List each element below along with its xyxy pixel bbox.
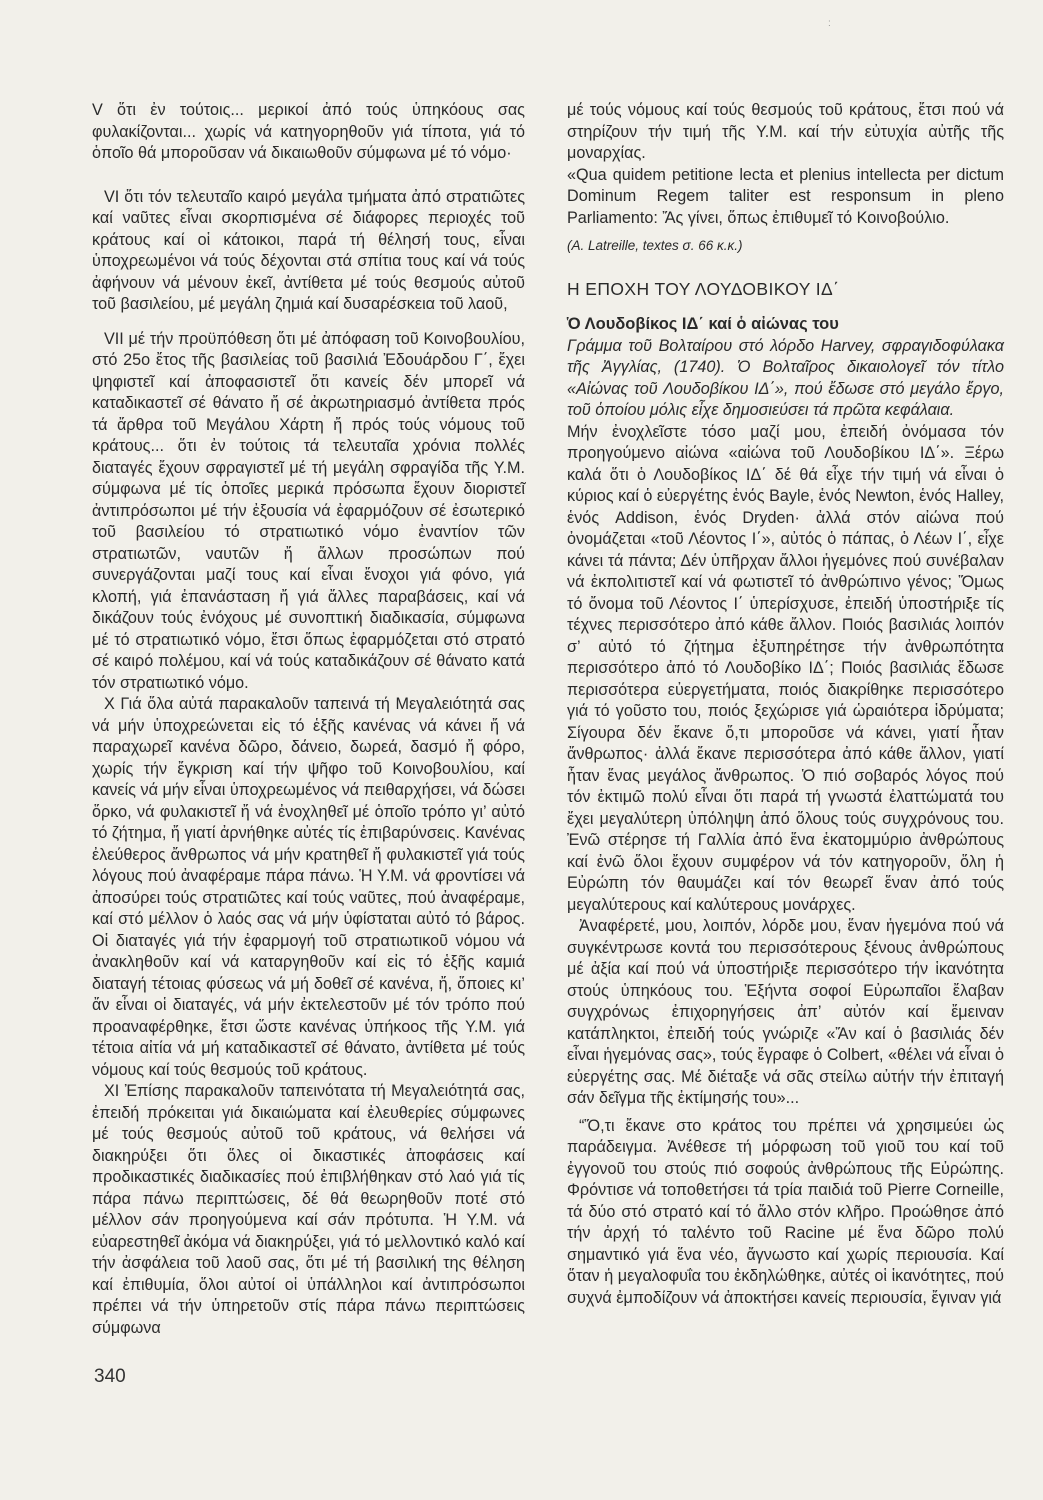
intro-text: Γράμμα τοῦ Βολταίρου στό λόρδο Harvey, σφραγιδοφύλακα τῆς Ἀγγλίας, (1740). Ὁ Βολταῖρος δικαιολογεῖ τόν τίτλο «Αἰώνας τοῦ Λουδοβίκου ΙΔ΄», πού ἔδωσε στό μεγάλο ἔργο, τοῦ ὁποίου μόλις εἶχε δημοσιεύσει τά πρῶτα κεφάλαια. [567,336,1004,419]
paragraph-xi: XI Ἐπίσης παρακαλοῦν ταπεινότατα τή Μεγαλειότητά σας, ἐπειδή πρόκειται γιά δικαιώματα καί ἐλευθερίες σύμφωνες μέ τούς θεσμούς αὐτοῦ τοῦ κράτους, νά θελήσει νά διακηρύξει ὅτι ὅλες οἱ δικαστικές ἀποφάσεις καί προδικαστικές διαδικασίες πού ἐπιβλήθηκαν στό λαό γιά τίς πάρα πάνω περιπτώσεις, δέ θά θεωρηθοῦν ποτέ στό μέλλον σάν προηγούμενα καί σάν πρότυπα. Ἡ Υ.Μ. νά εὐαρεστηθεῖ ἀκόμα νά διακηρύξει, γιά τό μελλοντικό καλό καί τήν ἀσφάλεια τοῦ λαοῦ σας, ὅτι μέ τή βασιλική της θέληση καί ἐπιθυμία, ὅλοι αὐτοί οἱ ὑπάλληλοι καί ἀντιπρόσωποι πρέπει νά τήν ὑπηρετοῦν στίς πάρα πάνω περιπτώσεις σύμφωνα [92,1082,525,1337]
body-paragraph: “Ὅ,τι ἔκανε στο κράτος του πρέπει νά χρησιμεύει ὡς παράδειγμα. Ἀνέθεσε τή μόρφωση τοῦ γιοῦ του καί τοῦ ἐγγονοῦ του στούς πιό σοφούς ἀνθρώπους τῆς Εὐρώπης. Φρόντισε νά τοποθετήσει τά τρία παιδιά τοῦ Pierre Corneille, τά δύο στό στρατό καί τό ἄλλο στόν κλῆρο. Προώθησε ἀπό τήν ἀρχή τό ταλέντο τοῦ Racine μέ ἕνα δῶρο πολύ σημαντικό γιά ἕνα νέο, ἄγνωστο καί χωρίς περιουσία. Καί ὅταν ἡ μεγαλοφυΐα του ἐκδηλώθηκε, αὐτές οἱ ἱκανότητες, πού συχνά ἐμποδίζουν νά ἀποκτήσει κανείς περιουσία, ἔγιναν γιά [567,1116,1004,1307]
subsection-title: Ὁ Λουδοβίκος ΙΔ΄ καί ὁ αἰώνας του [567,315,839,333]
top-mark: : [828,18,831,29]
continuation-text: μέ τούς νόμους καί τούς θεσμούς τοῦ κράτους, ἔτσι πού νά στηρίζουν τήν τιμή τῆς Υ.Μ. καί τήν εὐτυχία αὐτῆς τῆς μοναρχίας. [567,101,1004,162]
citation: (A. Latreille, textes σ. 66 κ.κ.) [567,238,743,253]
right-column [567,100,1004,1309]
paragraph-x: X Γιά ὅλα αὐτά παρακαλοῦν ταπεινά τή Μεγαλειότητά σας νά μήν ὑποχρεώνεται εἰς τό ἑξῆς κανένας νά κάνει ἤ νά παραχωρεῖ κανένα δῶρο, δάνειο, δωρεά, δασμό ἤ φόρο, χωρίς τήν ἔγκριση καί τήν ψῆφο τοῦ Κοινοβουλίου, καί κανείς νά μήν εἶναι ὑποχρεωμένος νά πειθαρχήσει, νά δώσει ὅρκο, νά φυλακιστεῖ ἤ νά ἐνοχληθεῖ μέ ὁποῖο τρόπο γι’ αὐτό τό ζήτημα, ἤ γιατί ἀρνήθηκε αὐτές τίς ἐπιβαρύνσεις. Κανένας ἐλεύθερος ἄνθρωπος νά μήν κρατηθεῖ ἤ φυλακιστεῖ γιά τούς λόγους πού ἀναφέραμε πάρα πάνω. Ἡ Υ.Μ. νά φροντίσει νά ἀποσύρει τούς στρατιῶτες καί τούς ναῦτες, πού ἀναφέραμε, καί στό μέλλον ὁ λαός σας νά μήν ὑφίσταται αὐτό τό βάρος. Οἱ διαταγές γιά τήν ἐφαρμογή τοῦ στρατιωτικοῦ νόμου νά ἀνακληθοῦν καί νά καταργηθοῦν καί εἰς τό ἑξῆς καμιά διαταγή τέτοιας φύσεως νά μή δοθεῖ σέ κανένα, ἤ, ὅποιες κι’ ἄν εἶναι οἱ διαταγές, νά μήν ἐκτελεστοῦν μέ τόν τρόπο πού προαναφέρθηκε, ἔτσι ὥστε κανένας ὑπήκοος τῆς Υ.Μ. γιά τέτοια αἰτία νά μή καταδικαστεῖ σέ θάνατο, ἀντίθετα μέ τούς νόμους καί τούς θεσμούς τοῦ κράτους. [92,695,525,1079]
body-paragraph: Ἀναφέρετέ, μου, λοιπόν, λόρδε μου, ἕναν ἡγεμόνα πού νά συγκέντρωσε κοντά του περισσότερους ξένους ἀνθρώπους μέ ἀξία καί πού νά ὑποστήριξε περισσότερο τήν ἱκανότητα στούς ὑπηκόους του. Ἑξήντα σοφοί Εὐρωπαῖοι ἔλαβαν συγχρόνως ἐπιχορηγήσεις ἀπ’ αὐτόν καί ἔμειναν κατάπληκτοι, ἐπειδή τούς γνώριζε «Ἄν καί ὁ βασιλιάς δέν εἶναι ἡγεμόνας σας», τούς ἔγραφε ὁ Colbert, «θέλει νά εἶναι ὁ εὐεργέτης σας. Μέ διέταξε νά σᾶς στείλω αὐτήν τήν ἐπιταγή σάν δεῖγμα τῆς ἐκτίμησής του»... [567,917,1004,1107]
paragraph-v: V ὅτι ἐν τούτοις... μερικοί ἀπό τούς ὑπηκόους σας φυλακίζονται... χωρίς νά κατηγορηθοῦν γιά τίποτα, γιά τό ὁποῖο θά μποροῦσαν νά δικαιωθοῦν σύμφωνα μέ τό νόμο· [92,101,525,162]
paragraph-vi: VI ὅτι τόν τελευταῖο καιρό μεγάλα τμήματα ἀπό στρατιῶτες καί ναῦτες εἶναι σκορπισμένα σέ διάφορες περιοχές τοῦ κράτους καί οἱ κάτοικοι, παρά τή θέλησή τους, εἶναι ὑποχρεωμένοι νά τούς δέχονται στά σπίτια τους καί νά τούς ἀφήνουν νά μένουν ἐκεῖ, ἀντίθετα μέ τούς θεσμούς αὐτοῦ τοῦ βασιλείου, μέ μεγάλη ζημιά καί δυσαρέσκεια τοῦ λαοῦ, [92,187,525,313]
page-number: 340 [94,1366,126,1387]
paragraph-vii: VII μέ τήν προϋπόθεση ὅτι μέ ἀπόφαση τοῦ Κοινοβουλίου, στό 25ο ἔτος τῆς βασιλείας τοῦ βασιλιά Ἐδουάρδου Γ΄, ἔχει ψηφιστεῖ καί ἀποφασιστεῖ ὅτι κανείς δέν μπορεῖ νά καταδικαστεῖ σέ θάνατο ἤ σέ ἀκρωτηριασμό ἀντίθετα πρός τά ἄρθρα τοῦ Μεγάλου Χάρτη ἤ πρός τούς νόμους τοῦ κράτους... ὅτι ἐν τούτοις τά τελευταῖα χρόνια πολλές διαταγές ἔχουν σφραγιστεῖ μέ τή μεγάλη σφραγίδα τῆς Υ.Μ. σύμφωνα μέ τίς ὁποῖες μερικά πρόσωπα ἔχουν διοριστεῖ ἀντιπρόσωποι μέ τήν ἐξουσία νά ἐφαρμόζουν σέ ἐσωτερικό τοῦ βασιλείου τό στρατιωτικό νόμο ἐναντίον τῶν στρατιωτῶν, ναυτῶν ἤ ἄλλων προσώπων πού συνεργάζονται μαζί τους καί εἶναι ἔνοχοι γιά φόνο, γιά κλοπή, γιά ἐπανάσταση ἤ γιά ἄλλες παραβάσεις, καί νά δικάζουν τούς ἐνόχους μέ συνοπτική διαδικασία, σύμφωνα μέ τό στρατιωτικό νόμο, ἔτσι ὅπως ἐφαρμόζεται στό στρατό σέ καιρό πολέμου, καί νά τούς καταδικάζουν σέ θάνατο κατά τόν στρατιωτικό νόμο. [92,329,525,692]
section-title: Η ΕΠΟΧΗ ΤΟΥ ΛΟΥΔΟΒΙΚΟΥ ΙΔ΄ [567,278,840,299]
body-paragraph: Μήν ἐνοχλεῖστε τόσο μαζί μου, ἐπειδή ὀνόμασα τόν προηγούμενο αἰώνα «αἰώνα τοῦ Λουδοβίκου ΙΔ΄». Ξέρω καλά ὅτι ὁ Λουδοβίκος ΙΔ΄ δέ θά εἶχε τήν τιμή νά εἶναι ὁ κύριος καί ὁ εὐεργέτης ἑνός Bayle, ἑνός Newton, ἑνός Halley, ἑνός Addison, ἑνός Dryden· ἀλλά στόν αἰώνα πού ὀνομάζεται «τοῦ Λέοντος Ι΄», αὐτός ὁ πάπας, ὁ Λέων Ι΄, εἶχε κάνει τά πάντα; Δέν ὑπῆρχαν ἄλλοι ἡγεμόνες πού συνέβαλαν νά ἐκπολιτιστεῖ καί νά φωτιστεῖ τό ἀνθρώπινο γένος; Ὅμως τό ὄνομα τοῦ Λέοντος Ι΄ ὑπερίσχυσε, ἐπειδή ὑποστήριξε τίς τέχνες περισσότερο ἀπό κάθε ἄλλον. Ποιός βασιλιάς λοιπόν σ’ αὐτό τό ζήτημα ἐξυπηρέτησε τήν ἀνθρωπότητα περισσότερο ἀπό τό Λουδοβίκο ΙΔ΄; Ποιός βασιλιάς ἔδωσε περισσότερα εὐεργετήματα, ποιός διακρίθηκε περισσότερο γιά τό γοῦστο του, ποιός ξεχώρισε γιά ὡραιότερα ἱδρύματα; Σίγουρα δέν ἔκανε ὅ,τι μποροῦσε νά κάνει, γιατί ἦταν ἄνθρωπος· ἀλλά ἔκανε περισσότερα ἀπό κάθε ἄλλον, γιατί ἦταν ἕνας μεγάλος ἄνθρωπος. Ὁ πιό σοβαρός λόγος πού τόν ἐκτιμῶ πολύ εἶναι ὅτι παρά τή γνωστά ἐλαττώματά του ἔχει μεγαλύτερη ὑπόληψη ἀπό ὅλους τούς συγχρόνους του. Ἐνῶ στέρησε τή Γαλλία ἀπό ἕνα ἑκατομμύριο ἀνθρώπους καί ἐνῶ ὅλοι ἔχουν συμφέρον νά τόν κατηγοροῦν, ὅλη ἡ Εὐρώπη τόν θαυμάζει καί τόν θεωρεῖ ἕναν ἀπό τούς μεγαλύτερους καί καλύτερους μονάρχες. [567,422,1004,914]
left-column [92,100,525,1339]
latin-quote: «Qua quidem petitione lecta et plenius intellecta per dictum Dominum Regem taliter est responsum in pleno Parliamento: Ἄς γίνει, ὅπως ἐπιθυμεῖ τό Κοινοβούλιο. [567,165,1004,227]
